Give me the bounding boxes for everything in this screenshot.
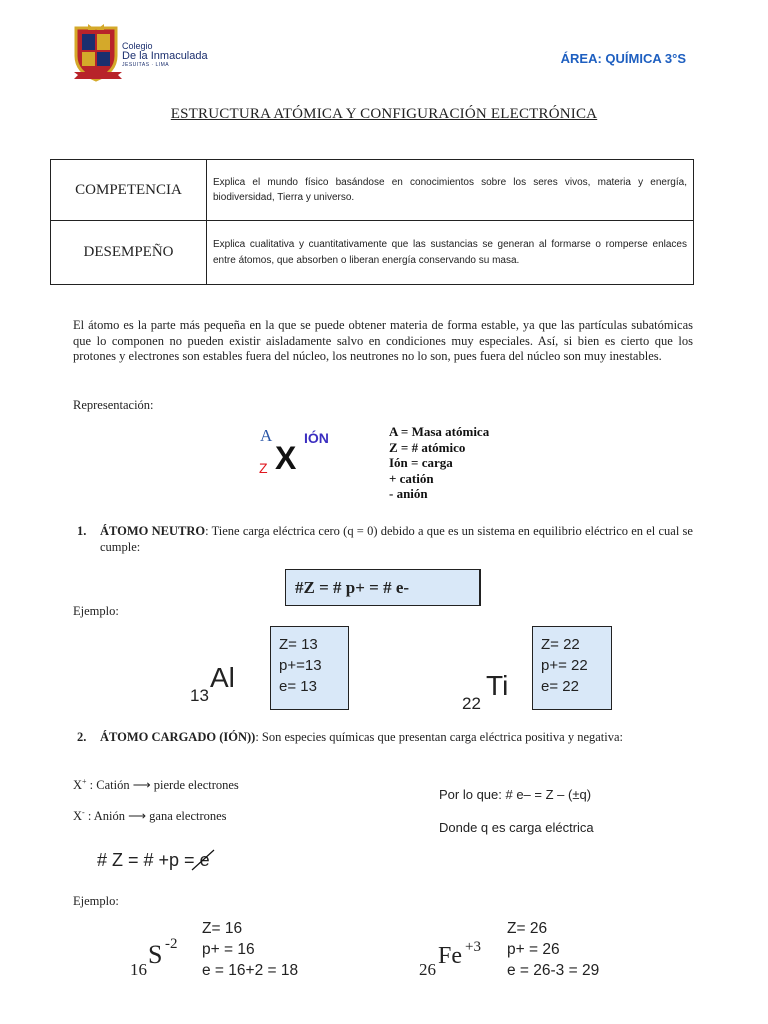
por-lo-que-text: Por lo que: # e– = Z – (±q) <box>439 787 592 802</box>
ti-data-box <box>532 626 612 710</box>
school-name <box>122 42 208 68</box>
cation-text: : Catión ⟶ pierde electrones <box>89 778 239 793</box>
al-line: p+=13 <box>279 657 322 674</box>
section1-title: ÁTOMO NEUTRO <box>100 524 206 538</box>
fe-line: e = 26-3 = 29 <box>507 962 600 979</box>
desempeno-header: DESEMPEÑO <box>51 221 207 285</box>
section1-number: 1. <box>77 524 87 538</box>
anion-x: X <box>73 809 83 824</box>
al-line: e= 13 <box>279 678 317 695</box>
example2-label: Ejemplo: <box>73 894 119 908</box>
symbol-mass: A <box>260 426 273 445</box>
fe-line: p+ = 26 <box>507 941 560 958</box>
ribbon-icon <box>74 70 122 80</box>
al-atomic-number: 13 <box>190 686 209 705</box>
representation-legend <box>389 424 489 502</box>
section2-title: ÁTOMO CARGADO (IÓN)) <box>100 730 256 744</box>
al-data-box <box>270 626 349 710</box>
ion-formula: # Z = # +p = e <box>97 850 210 870</box>
s-symbol: S <box>148 940 163 969</box>
section2-text: : Son especies químicas que presentan carga eléctrica positiva y negativa: <box>255 730 624 744</box>
s-line: p+ = 16 <box>202 941 255 958</box>
competencia-header: COMPETENCIA <box>51 160 207 221</box>
anion-sup: - <box>82 808 85 817</box>
competency-table <box>50 159 694 285</box>
legend-item: - anión <box>389 486 428 501</box>
logo-line3: JESUITAS · LIMA <box>122 61 170 68</box>
fe-atomic-number: 26 <box>419 960 436 979</box>
cation-sup: + <box>82 777 87 786</box>
symbol-x: X <box>275 440 297 476</box>
section2-paragraph <box>100 730 693 746</box>
intro-paragraph: El átomo es la parte más pequeña en la que se puede obtener materia de forma estable, ya que las partículas subatómicas que lo componen no pueden existir aisladamente salvo en condiciones muy especiales. Así, si bien es cierto que los protones y electrones son estables fuera del núcleo, los neutrones no lo son, pues fuera del núcleo son muy inestables. <box>73 318 693 363</box>
al-symbol: Al <box>210 662 235 693</box>
donde-text: Donde q es carga eléctrica <box>439 820 594 835</box>
s-atomic-number: 16 <box>130 960 147 979</box>
symbol-z: Z <box>259 460 268 476</box>
document-title: ESTRUCTURA ATÓMICA Y CONFIGURACIÓN ELECTRÓNICA <box>170 106 598 122</box>
cation-line <box>73 777 239 793</box>
fe-data <box>507 918 599 981</box>
anion-line <box>73 808 227 824</box>
competencia-text: Explica el mundo físico basándose en conocimientos sobre los seres vivos, materia y energía, biodiversidad, Tierra y universo. <box>207 160 694 221</box>
ti-line: Z= 22 <box>541 636 580 653</box>
legend-item: A = Masa atómica <box>389 424 490 439</box>
anion-text: : Anión ⟶ gana electrones <box>87 809 227 824</box>
section1-text: : Tiene carga eléctrica cero (q = 0) debido a que es un sistema en equilibrio eléctrico en el cual se cumple: <box>100 524 693 554</box>
fe-charge: +3 <box>465 939 481 955</box>
logo-line1: Colegio <box>122 41 153 51</box>
legend-item: Ión = carga <box>389 455 453 470</box>
ti-atomic-number: 22 <box>462 694 481 713</box>
ti-line: e= 22 <box>541 678 579 695</box>
legend-item: Z = # atómico <box>389 439 466 455</box>
ti-line: p+= 22 <box>541 657 588 674</box>
strike-icon <box>188 846 218 872</box>
s-charge: -2 <box>165 936 178 952</box>
cation-x: X <box>73 778 83 793</box>
table-row <box>51 160 694 221</box>
example1-label: Ejemplo: <box>73 604 119 618</box>
representation-label: Representación: <box>73 398 154 412</box>
s-line: e = 16+2 = 18 <box>202 962 299 979</box>
legend-item: + catión <box>389 470 434 486</box>
table-row <box>51 221 694 285</box>
neutral-formula-box: #Z = # p+ = # e- <box>285 569 481 606</box>
section2-number: 2. <box>77 730 87 744</box>
area-label: ÁREA: QUÍMICA 3°S <box>560 51 686 66</box>
section1-paragraph <box>100 524 693 555</box>
symbol-ion: IÓN <box>304 430 329 446</box>
s-line: Z= 16 <box>202 920 243 937</box>
al-line: Z= 13 <box>279 636 318 653</box>
logo-line2: De la Inmaculada <box>122 50 208 63</box>
fe-line: Z= 26 <box>507 920 548 937</box>
fe-symbol: Fe <box>438 943 462 969</box>
desempeno-text: Explica cualitativa y cuantitativamente que las sustancias se generan al formarse o romperse enlaces entre átomos, que absorben o liberan energía conservando su masa. <box>207 221 694 285</box>
s-data <box>202 918 298 981</box>
ti-symbol: Ti <box>486 670 509 701</box>
